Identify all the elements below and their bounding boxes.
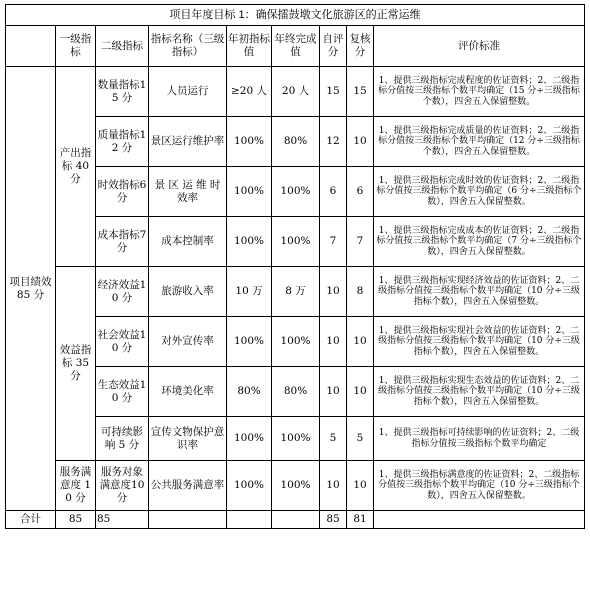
total-level2: 85 xyxy=(96,511,149,529)
indicator-name-cell: 环境美化率 xyxy=(149,367,227,417)
level2-cell: 时效指标6 分 xyxy=(96,167,149,217)
header-level1: 一级指标 xyxy=(56,26,96,67)
review-score-cell: 15 xyxy=(347,67,374,117)
group-satisfaction: 服务满意度 10 分 xyxy=(56,461,96,511)
criteria-cell: 1、提供三级指标完成程度的佐证资料；2、二级指标分值按三级指标个数平均确定（15 分÷三级指标个数），四舍五入保留整数。 xyxy=(374,67,585,117)
criteria-cell: 1、提供三级指标实现经济效益的佐证资料；2、二级指标分值按三级指标个数平均确定（10 分÷三级指标个数），四舍五入保留整数。 xyxy=(374,267,585,317)
indicator-name-cell: 人员运行 xyxy=(149,67,227,117)
indicator-name-cell: 成本控制率 xyxy=(149,217,227,267)
header-initial-value: 年初指标值 xyxy=(227,26,272,67)
initial-value-cell: 100% xyxy=(227,217,272,267)
total-level1: 85 xyxy=(56,511,96,529)
initial-value-cell: ≥20 人 xyxy=(227,67,272,117)
total-label: 合计 xyxy=(6,511,56,529)
header-review-score: 复核分 xyxy=(347,26,374,67)
criteria-cell: 1、提供三级指标完成质量的佐证资料；2、二级指标分值按三级指标个数平均确定（12 分÷三级指标个数），四舍五入保留整数。 xyxy=(374,117,585,167)
self-score-cell: 12 xyxy=(320,117,347,167)
final-value-cell: 100% xyxy=(272,317,320,367)
self-score-cell: 15 xyxy=(320,67,347,117)
header-level2: 二级指标 xyxy=(96,26,149,67)
total-review-score: 81 xyxy=(347,511,374,529)
initial-value-cell: 100% xyxy=(227,117,272,167)
self-score-cell: 10 xyxy=(320,317,347,367)
indicator-name-cell: 宣传文物保护意识率 xyxy=(149,417,227,461)
criteria-cell: 1、提供三级指标满意度的佐证资料；2、二级指标分值按三级指标个数平均确定（10 分÷三级指标个数），四舍五入保留整数。 xyxy=(374,461,585,511)
criteria-cell: 1、提供三级指标实现社会效益的佐证资料；2、二级指标分值按三级指标个数平均确定（10 分÷三级指标个数），四舍五入保留整数。 xyxy=(374,317,585,367)
review-score-cell: 5 xyxy=(347,417,374,461)
indicator-name-cell: 景 区 运 维 时效率 xyxy=(149,167,227,217)
final-value-cell: 100% xyxy=(272,461,320,511)
table-title: 项目年度目标 1：确保擂鼓墩文化旅游区的正常运维 xyxy=(6,5,585,26)
final-value-cell: 100% xyxy=(272,167,320,217)
level2-cell: 社会效益10 分 xyxy=(96,317,149,367)
table-row xyxy=(6,267,585,317)
self-score-cell: 5 xyxy=(320,417,347,461)
self-score-cell: 10 xyxy=(320,267,347,317)
indicator-name-cell: 景区运行维护率 xyxy=(149,117,227,167)
table-row xyxy=(6,461,585,511)
final-value-cell: 100% xyxy=(272,217,320,267)
level2-cell: 质量指标12 分 xyxy=(96,117,149,167)
total-empty-name xyxy=(149,511,227,529)
level2-cell: 服务对象满意度10 分 xyxy=(96,461,149,511)
header-spacer xyxy=(6,26,56,67)
level2-cell: 经济效益10 分 xyxy=(96,267,149,317)
self-score-cell: 6 xyxy=(320,167,347,217)
criteria-cell: 1、提供三级指标可持续影响的佐证资料；2、二级指标分值按三级指标个数平均确定 xyxy=(374,417,585,461)
final-value-cell: 100% xyxy=(272,417,320,461)
header-indicator-name: 指标名称（三级指标） xyxy=(149,26,227,67)
final-value-cell: 20 人 xyxy=(272,67,320,117)
review-score-cell: 10 xyxy=(347,367,374,417)
level2-cell: 数量指标15 分 xyxy=(96,67,149,117)
level2-cell: 生态效益10 分 xyxy=(96,367,149,417)
review-score-cell: 10 xyxy=(347,461,374,511)
initial-value-cell: 100% xyxy=(227,417,272,461)
group-benefit: 效益指标 35 分 xyxy=(56,267,96,461)
self-score-cell: 10 xyxy=(320,367,347,417)
review-score-cell: 7 xyxy=(347,217,374,267)
header-final-value: 年终完成值 xyxy=(272,26,320,67)
total-empty-initial xyxy=(227,511,272,529)
review-score-cell: 10 xyxy=(347,117,374,167)
initial-value-cell: 10 万 xyxy=(227,267,272,317)
criteria-cell: 1、提供三级指标完成时效的佐证资料；2、二级指标分值按三级指标个数平均确定（6 分÷三级指标个数），四舍五入保留整数。 xyxy=(374,167,585,217)
total-empty-final xyxy=(272,511,320,529)
header-self-score: 自评分 xyxy=(320,26,347,67)
total-self-score: 85 xyxy=(320,511,347,529)
level2-cell: 可持续影响 5 分 xyxy=(96,417,149,461)
total-row xyxy=(6,511,585,529)
review-score-cell: 6 xyxy=(347,167,374,217)
top-group-label: 项目绩效85 分 xyxy=(6,67,56,511)
final-value-cell: 80% xyxy=(272,367,320,417)
final-value-cell: 80% xyxy=(272,117,320,167)
initial-value-cell: 100% xyxy=(227,167,272,217)
table-row xyxy=(6,67,585,117)
final-value-cell: 8 万 xyxy=(272,267,320,317)
header-criteria: 评价标准 xyxy=(374,26,585,67)
criteria-cell: 1、提供三级指标完成成本的佐证资料；2、二级指标分值按三级指标个数平均确定（7 分÷三级指标个数），四舍五入保留整数。 xyxy=(374,217,585,267)
total-empty-criteria xyxy=(374,511,585,529)
initial-value-cell: 100% xyxy=(227,461,272,511)
level2-cell: 成本指标7 分 xyxy=(96,217,149,267)
indicator-name-cell: 公共服务满意率 xyxy=(149,461,227,511)
indicator-name-cell: 旅游收入率 xyxy=(149,267,227,317)
initial-value-cell: 80% xyxy=(227,367,272,417)
group-output: 产出指标 40 分 xyxy=(56,67,96,267)
criteria-cell: 1、提供三级指标实现生态效益的佐证资料；2、二级指标分值按三级指标个数平均确定（10 分÷三级指标个数），四舍五入保留整数。 xyxy=(374,367,585,417)
indicator-name-cell: 对外宣传率 xyxy=(149,317,227,367)
review-score-cell: 8 xyxy=(347,267,374,317)
self-score-cell: 10 xyxy=(320,461,347,511)
self-score-cell: 7 xyxy=(320,217,347,267)
review-score-cell: 10 xyxy=(347,317,374,367)
performance-evaluation-table xyxy=(5,4,585,529)
initial-value-cell: 100% xyxy=(227,317,272,367)
